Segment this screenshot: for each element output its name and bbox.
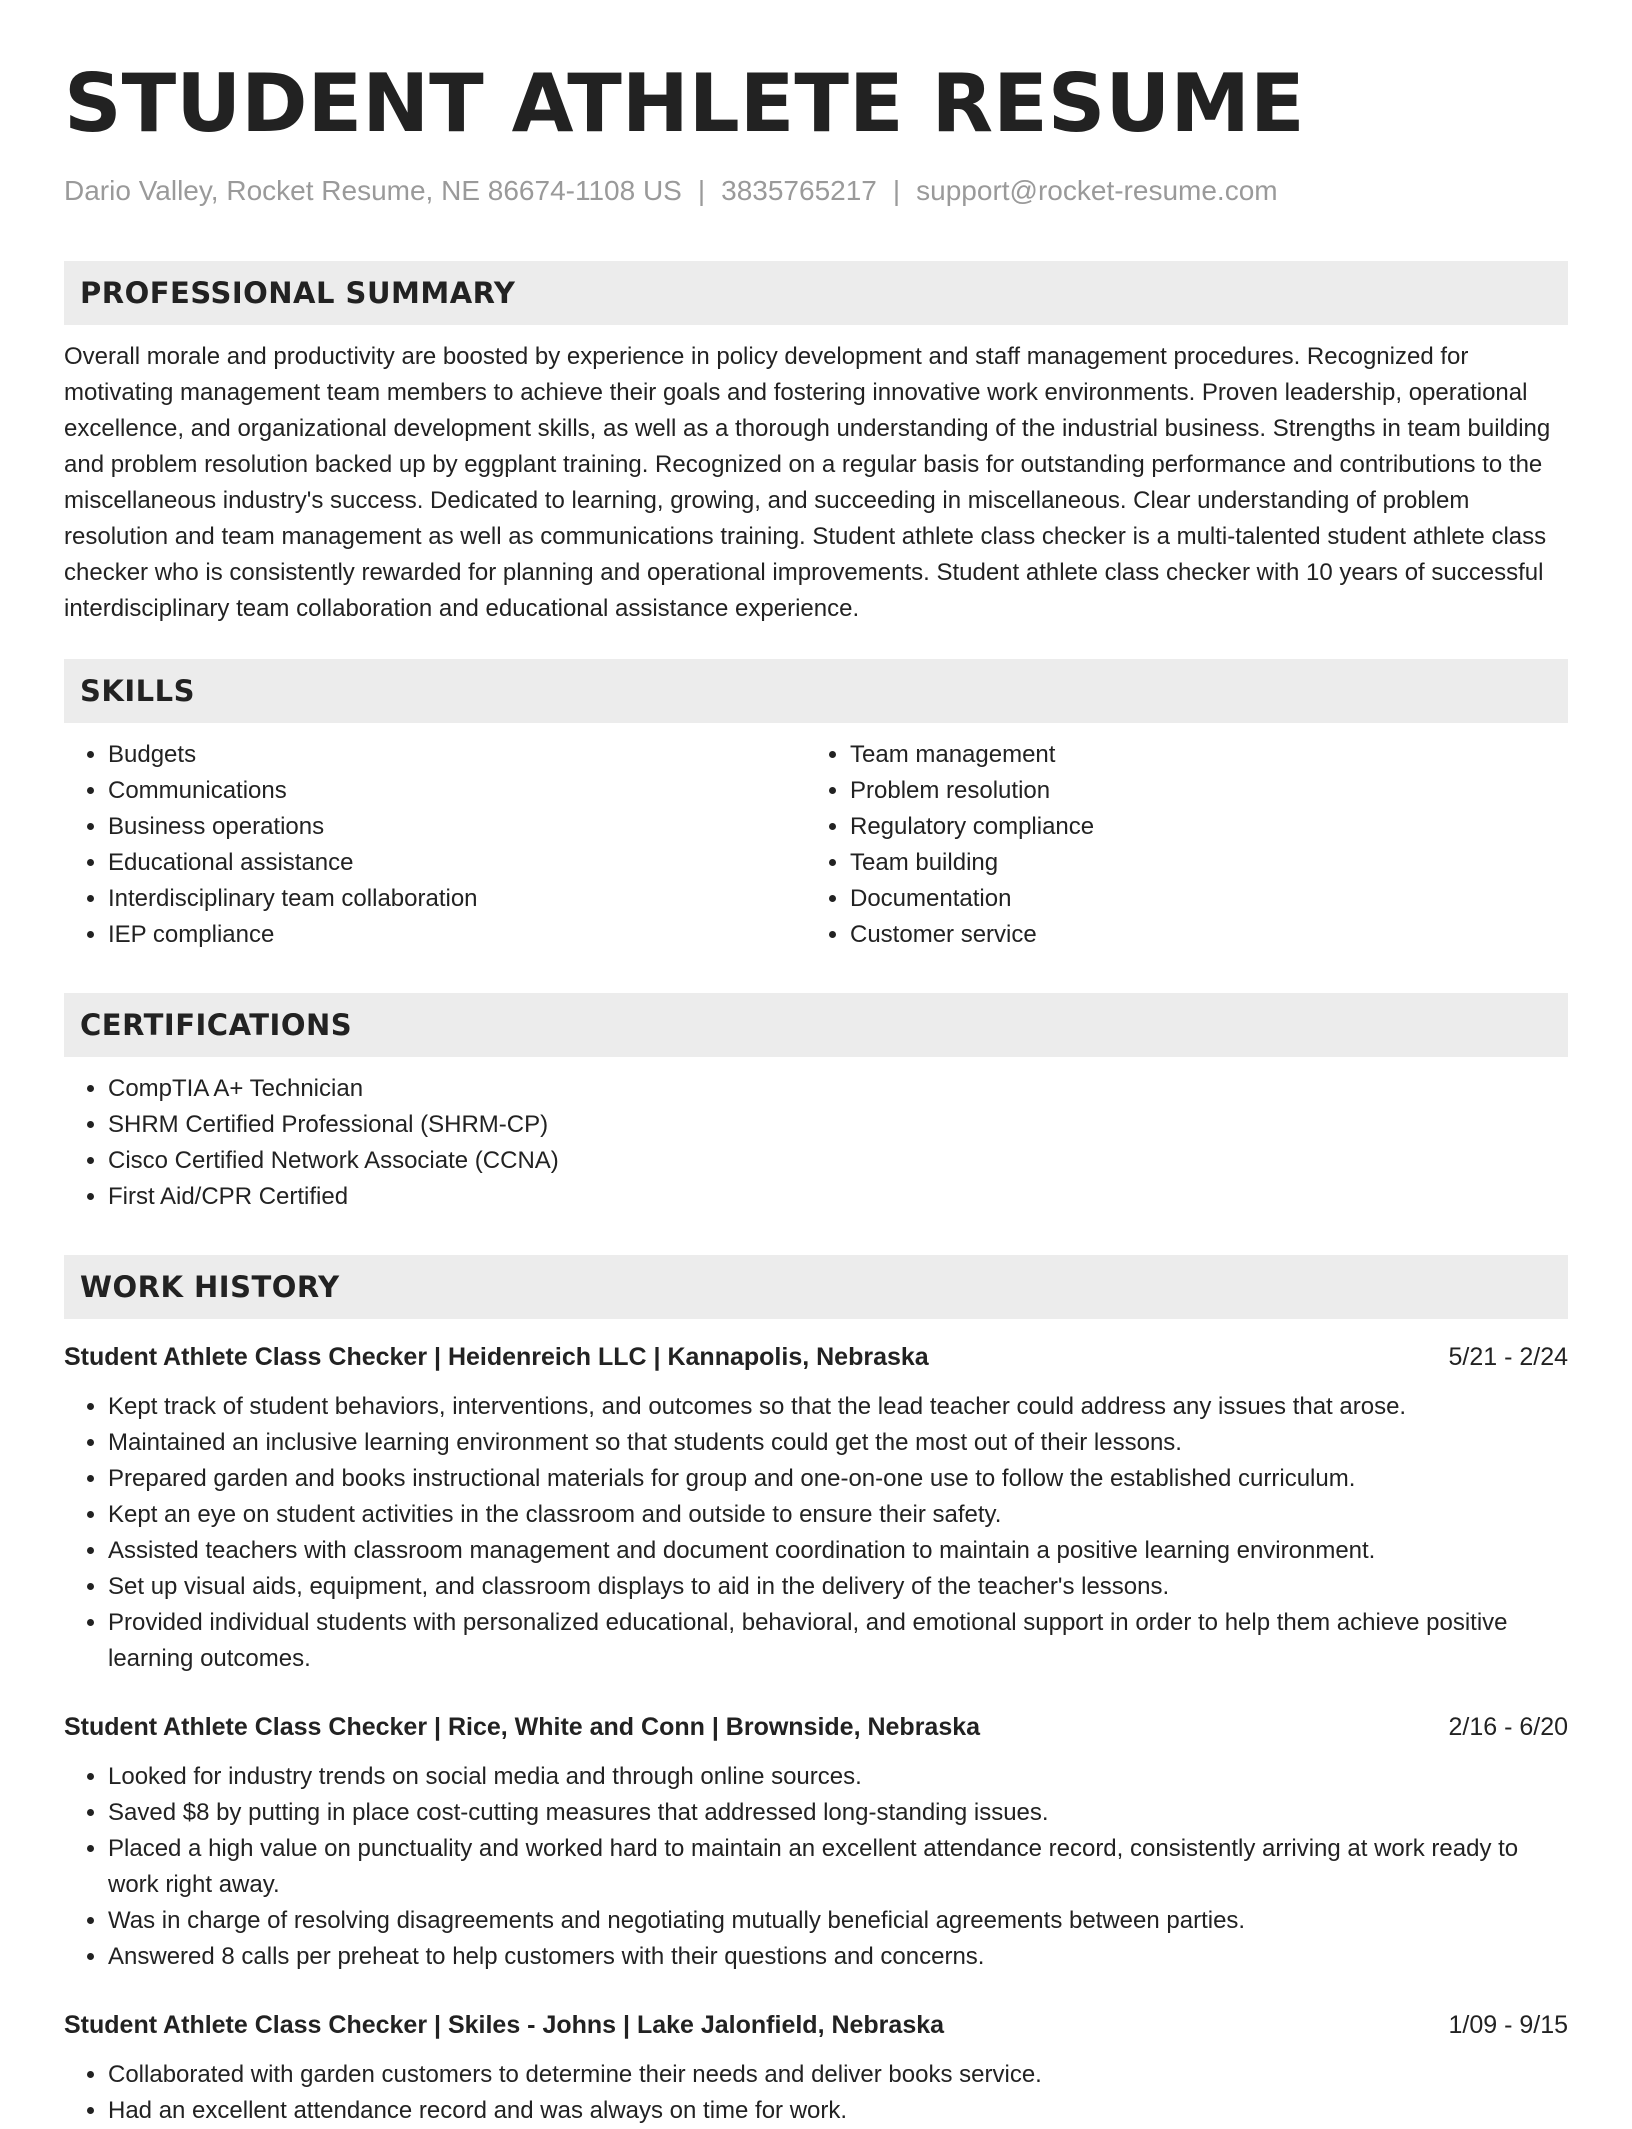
section-heading: WORK HISTORY	[64, 1255, 1568, 1319]
skill-item: • Team management	[850, 737, 1548, 773]
section-heading: CERTIFICATIONS	[64, 993, 1568, 1057]
certification-item: • First Aid/CPR Certified	[108, 1179, 1568, 1215]
job-duties-list	[64, 1759, 1568, 1975]
job-header	[64, 1709, 1568, 1745]
job-duty: • Placed a high value on punctuality and worked hard to maintain an excellent attendance record, consistently arriving at work ready to work right away.	[108, 1831, 1568, 1903]
job-duty: • Assisted teachers with classroom management and document coordination to maintain a positive learning environment.	[108, 1533, 1568, 1569]
job-duty: • Saved $8 by putting in place cost-cutting measures that addressed long-standing issues.	[108, 1795, 1568, 1831]
job-duty: • Prepared garden and books instructional materials for group and one-on-one use to follow the established curriculum.	[108, 1461, 1568, 1497]
skills-section	[64, 659, 1568, 953]
job-duty: • Collaborated with garden customers to determine their needs and deliver books service.	[108, 2057, 1568, 2093]
job-title: Student Athlete Class Checker | Heidenreich LLC | Kannapolis, Nebraska	[64, 1343, 929, 1371]
contact-separator: |	[697, 175, 706, 206]
job-duty: • Had an excellent attendance record and was always on time for work.	[108, 2093, 1568, 2129]
certification-item: • SHRM Certified Professional (SHRM-CP)	[108, 1107, 1568, 1143]
section-heading: SKILLS	[64, 659, 1568, 723]
skill-item: • Team building	[850, 845, 1548, 881]
professional-summary-section	[64, 261, 1568, 627]
skill-item: • Interdisciplinary team collaboration	[108, 881, 806, 917]
job-duty: • Kept track of student behaviors, interventions, and outcomes so that the lead teacher could address any issues that arose.	[108, 1389, 1568, 1425]
job-entry	[64, 2007, 1568, 2129]
summary-text: Overall morale and productivity are boosted by experience in policy development and staff management procedures. Recognized for motivating management team members to achieve their goals and fostering innovative work environments. Proven leadership, operational excellence, and organizational development skills, as well as a thorough understanding of the industrial business. Strengths in team building and problem resolution backed up by eggplant training. Recognized on a regular basis for outstanding performance and contributions to the miscellaneous industry's success. Dedicated to learning, growing, and succeeding in miscellaneous. Clear understanding of problem resolution and team management as well as communications training. Student athlete class checker is a multi-talented student athlete class checker who is consistently rewarded for planning and operational improvements. Student athlete class checker with 10 years of successful interdisciplinary team collaboration and educational assistance experience.	[64, 343, 1551, 622]
contact-line	[64, 174, 1568, 208]
resume-page	[64, 56, 1568, 2129]
skill-item: • Budgets	[108, 737, 806, 773]
skills-list-left	[64, 737, 806, 953]
certifications-list	[64, 1071, 1568, 1215]
job-duty: • Kept an eye on student activities in the classroom and outside to ensure their safety.	[108, 1497, 1568, 1533]
job-duty: • Maintained an inclusive learning environment so that students could get the most out of their lessons.	[108, 1425, 1568, 1461]
certifications-section	[64, 993, 1568, 1215]
job-dates: 2/16 - 6/20	[1448, 1713, 1568, 1741]
section-heading: PROFESSIONAL SUMMARY	[64, 261, 1568, 325]
job-title: Student Athlete Class Checker | Rice, White and Conn | Brownside, Nebraska	[64, 1713, 981, 1741]
job-duty: • Provided individual students with personalized educational, behavioral, and emotional support in order to help them achieve positive learning outcomes.	[108, 1605, 1568, 1677]
certification-item: • Cisco Certified Network Associate (CCNA)	[108, 1143, 1568, 1179]
work-history-section	[64, 1255, 1568, 2129]
job-dates: 1/09 - 9/15	[1448, 2011, 1568, 2039]
job-duties-list	[64, 1389, 1568, 1677]
job-dates: 5/21 - 2/24	[1448, 1343, 1568, 1371]
job-title: Student Athlete Class Checker | Skiles - Johns | Lake Jalonfield, Nebraska	[64, 2011, 945, 2039]
job-duty: • Set up visual aids, equipment, and classroom displays to aid in the delivery of the teacher's lessons.	[108, 1569, 1568, 1605]
skill-item: • Communications	[108, 773, 806, 809]
contact-address: Dario Valley, Rocket Resume, NE 86674-1108 US	[64, 175, 682, 206]
job-duty: • Was in charge of resolving disagreements and negotiating mutually beneficial agreements between parties.	[108, 1903, 1568, 1939]
skills-columns	[64, 737, 1568, 953]
skill-item: • Documentation	[850, 881, 1548, 917]
job-entry	[64, 1339, 1568, 1677]
skill-item: • Customer service	[850, 917, 1548, 953]
job-header	[64, 1339, 1568, 1375]
skill-item: • Educational assistance	[108, 845, 806, 881]
skill-item: • Business operations	[108, 809, 806, 845]
skill-item: • IEP compliance	[108, 917, 806, 953]
contact-email: support@rocket-resume.com	[916, 175, 1278, 206]
skill-item: • Problem resolution	[850, 773, 1548, 809]
job-entry	[64, 1709, 1568, 1975]
contact-separator: |	[892, 175, 901, 206]
skill-item: • Regulatory compliance	[850, 809, 1548, 845]
job-duty: • Looked for industry trends on social media and through online sources.	[108, 1759, 1568, 1795]
certification-item: • CompTIA A+ Technician	[108, 1071, 1568, 1107]
job-header	[64, 2007, 1568, 2043]
contact-phone: 3835765217	[721, 175, 877, 206]
job-duties-list	[64, 2057, 1568, 2129]
skills-list-right	[806, 737, 1548, 953]
job-duty: • Answered 8 calls per preheat to help customers with their questions and concerns.	[108, 1939, 1568, 1975]
resume-title: STUDENT ATHLETE RESUME	[64, 57, 1305, 150]
